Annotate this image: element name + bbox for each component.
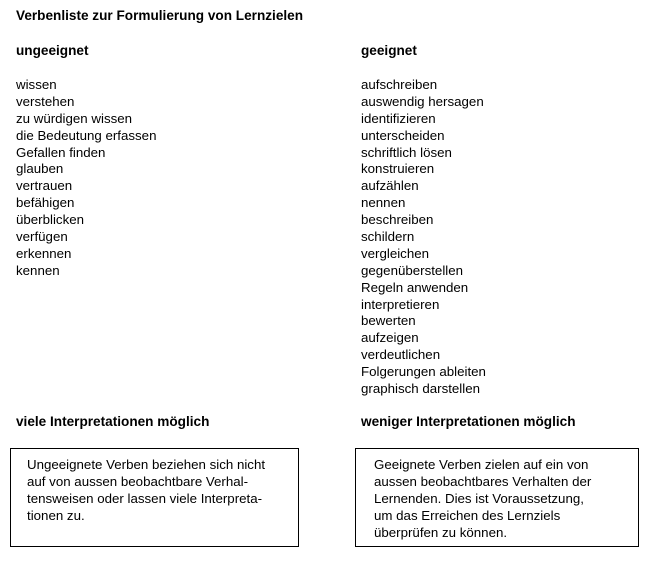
note-line: Geeignete Verben zielen auf ein von <box>374 457 589 472</box>
note-line: tionen zu. <box>27 508 85 523</box>
suitable-note-text <box>374 456 591 541</box>
list-item: aufschreiben <box>361 77 438 92</box>
list-item: kennen <box>16 262 60 278</box>
list-item: erkennen <box>16 245 72 261</box>
list-item: aufzeigen <box>361 330 419 346</box>
list-item: auswendig hersagen <box>361 93 484 109</box>
list-item: verdeutlichen <box>361 347 441 363</box>
list-item: glauben <box>16 161 64 177</box>
list-item: verfügen <box>16 229 68 245</box>
unsuitable-verb-list <box>16 77 156 280</box>
list-item: Folgerungen ableiten <box>361 364 486 380</box>
suitable-note-box <box>355 448 639 547</box>
page-title: Verbenliste zur Formulierung von Lernzielen <box>16 8 304 23</box>
list-item: nennen <box>361 195 406 211</box>
list-item: schildern <box>361 229 415 245</box>
list-item: Gefallen finden <box>16 144 106 160</box>
heading-fewer-interpretations: weniger Interpretationen möglich <box>361 414 576 429</box>
list-item: verstehen <box>16 93 75 109</box>
note-line: überprüfen zu können. <box>374 525 508 540</box>
list-item: beschreiben <box>361 212 434 228</box>
list-item: wissen <box>16 77 57 92</box>
suitable-verb-list <box>361 77 486 398</box>
list-item: befähigen <box>16 195 75 211</box>
list-item: vertrauen <box>16 178 73 194</box>
list-item: Regeln anwenden <box>361 279 469 295</box>
note-line: tensweisen oder lassen viele Interpreta- <box>27 491 263 506</box>
note-line: um das Erreichen des Lernziels <box>374 508 561 523</box>
list-item: überblicken <box>16 212 85 228</box>
list-item: graphisch darstellen <box>361 381 481 397</box>
heading-ungeeignet: ungeeignet <box>16 43 89 58</box>
list-item: aufzählen <box>361 178 419 194</box>
list-item: unterscheiden <box>361 127 445 143</box>
list-item: gegenüberstellen <box>361 262 464 278</box>
unsuitable-note-text <box>27 456 265 524</box>
list-item: zu würdigen wissen <box>16 110 133 126</box>
note-line: Lernenden. Dies ist Voraussetzung, <box>374 491 584 506</box>
unsuitable-note-box <box>10 448 299 547</box>
list-item: identifizieren <box>361 110 436 126</box>
list-item: interpretieren <box>361 296 440 312</box>
heading-geeignet: geeignet <box>361 43 417 58</box>
list-item: die Bedeutung erfassen <box>16 127 157 143</box>
list-item: vergleichen <box>361 245 430 261</box>
note-line: Ungeeignete Verben beziehen sich nicht <box>27 457 266 472</box>
list-item: bewerten <box>361 313 416 329</box>
note-line: auf von aussen beobachtbare Verhal- <box>27 474 249 489</box>
note-line: aussen beobachtbares Verhalten der <box>374 474 592 489</box>
list-item: schriftlich lösen <box>361 144 452 160</box>
list-item: konstruieren <box>361 161 435 177</box>
heading-many-interpretations: viele Interpretationen möglich <box>16 414 210 429</box>
